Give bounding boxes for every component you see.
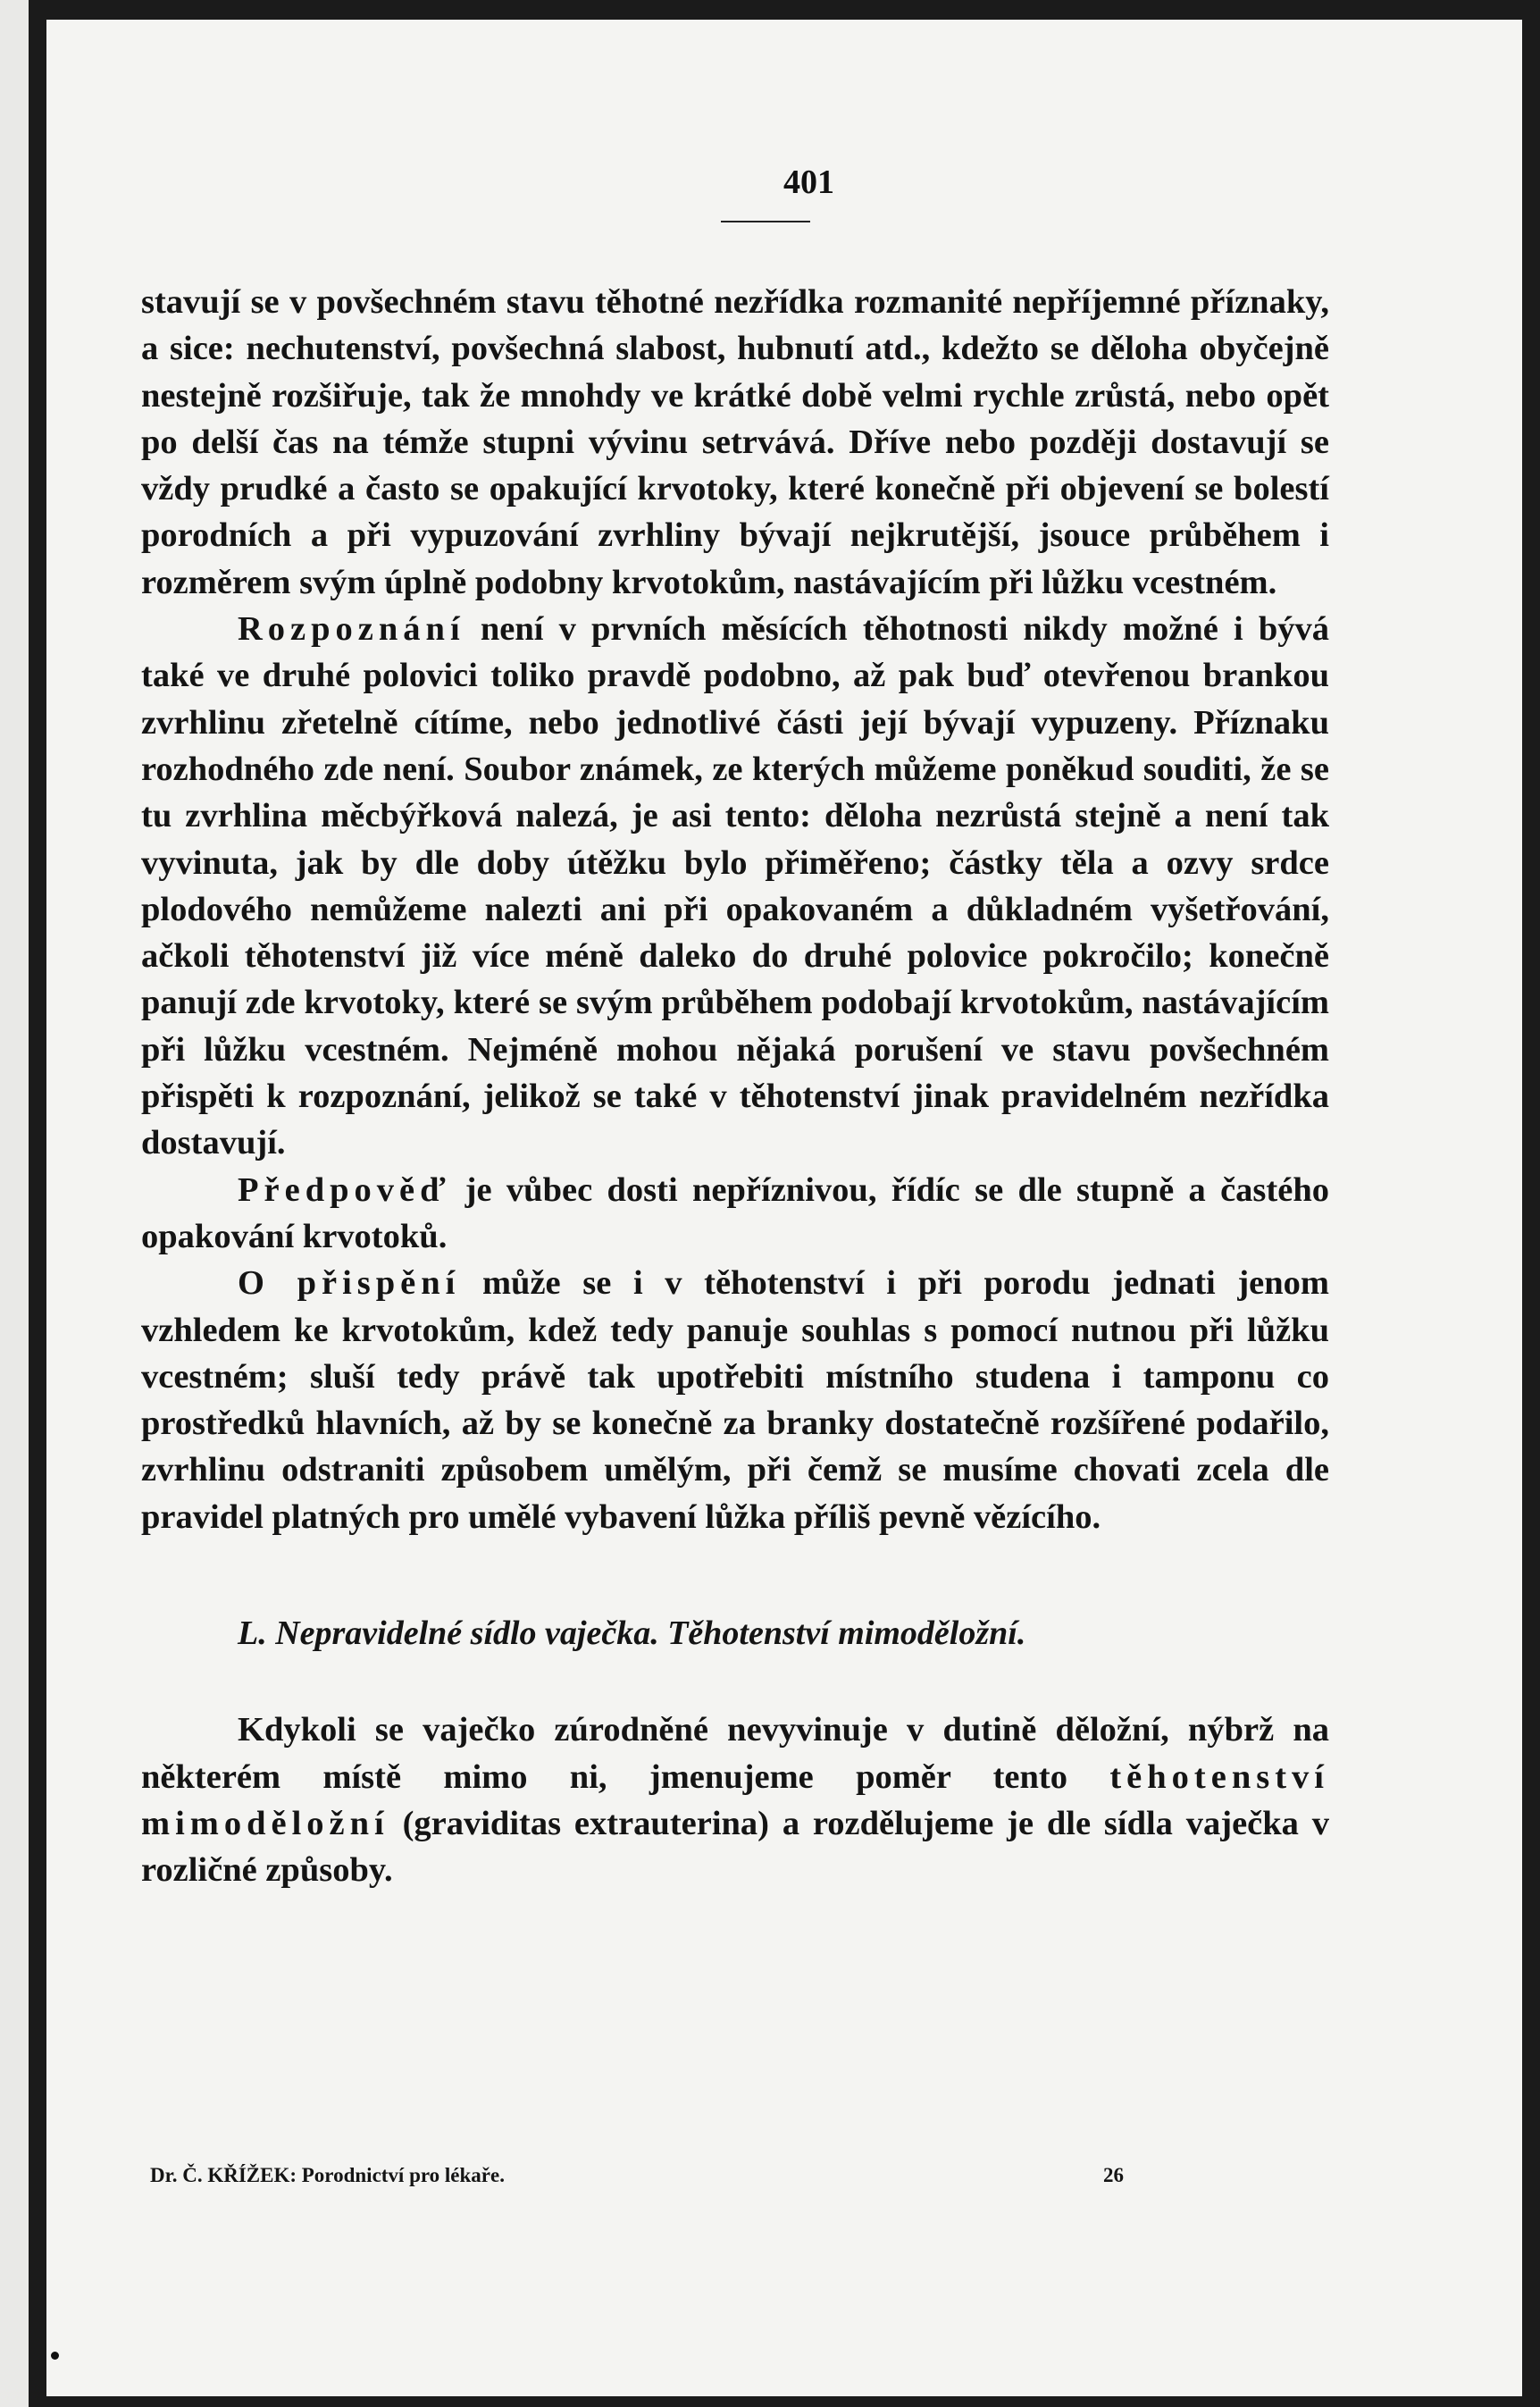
- page-number-underline: [721, 221, 810, 222]
- term-treatment: O přispění: [238, 1264, 461, 1303]
- term-diagnosis: Rozpoznání: [238, 610, 465, 649]
- page-number: 401: [783, 164, 834, 201]
- paragraph-prognosis: Předpověď je vůbec dosti nepříznivou, řídíc se dle stupně a častého opakování krvotoků.: [141, 1170, 1329, 1255]
- scan-dot: [51, 2352, 59, 2360]
- paragraph-1: stavují se v povšechném stavu těhotné nezřídka rozmanité nepříjemné příznaky, a sice: nechutenství, povšechná slabost, hubnutí atd., kdežto se děloha obyčejně nestejně rozšiřuje, tak že mnohdy ve krátké době velmi rychle zrůstá, nebo opět po delší čas na témže stupni vývinu setrvává. Dříve nebo později dostavují se vždy prudké a často se opakující krvotoky, které konečně při objevení se bolestí porodních a při vypuzování zvrhliny bývají nejkrutější, jsouce průběhem i rozměrem svým úplně podobny krvotokům, nastávajícím při lůžku vcestném.: [141, 283, 1329, 601]
- page-footer: [150, 2164, 1124, 2187]
- term-prognosis: Předpověď: [238, 1170, 451, 1209]
- footer-signature: 26: [1103, 2164, 1124, 2186]
- section-heading: L. Nepravidelné sídlo vaječka. Těhotenství mimoděložní.: [238, 1614, 1026, 1653]
- footer-author: Dr. Č. KŘÍŽEK: Porodnictví pro lékaře.: [150, 2164, 505, 2186]
- paragraph-diagnosis: Rozpoznání není v prvních měsících těhotnosti nikdy možné i bývá také ve druhé polovici toliko pravdě podobno, až pak buď otevřenou brankou zvrhlinu zřetelně cítíme, nebo jednotlivé části její bývají vypuzeny. Příznaku rozhodného zde není. Soubor známek, ze kterých můžeme poněkud souditi, že se tu zvrhlina měcbýřková nalezá, je asi tento: děloha nezrůstá stejně a není tak vyvinuta, jak by dle doby útěžku bylo přiměřeno; částky těla a ozvy srdce plodového nemůžeme nalezti ani při opakovaném a důkladném vyšetřování, ačkoli těhotenství již více méně daleko do druhé polovice pokročilo; konečně panují zde krvotoky, které se svým průběhem podobají krvotokům, nastávajícím při lůžku vcestném. Nejméně mohou nějaká porušení ve stavu povšechném přispěti k rozpoznání, jelikož se také v těhotenství jinak pravidelném nezřídka dostavují.: [141, 610, 1329, 1162]
- term-ectopic-pregnancy: těhotenství mimoděložní: [141, 1757, 1329, 1842]
- paragraph-final: Kdykoli se vaječko zúrodněné nevyvinuje v dutině děložní, nýbrž na některém místě mimo ni, jmenujeme poměr tento těhotenství mimoděložní (graviditas extrauterina) a rozdělujeme je dle sídla vaječka v rozličné způsoby.: [141, 1711, 1329, 1890]
- page-edge: [0, 0, 29, 2407]
- paragraph-treatment: O přispění může se i v těhotenství i při porodu jednati jenom vzhledem ke krvotokům, kdež tedy panuje souhlas s pomocí nutnou při lůžku vcestném; sluší tedy právě tak upotřebiti místního studena i tamponu co prostředků hlavních, až by se konečně za branky dostatečně rozšířené podařilo, zvrhlinu odstraniti způsobem umělým, při čemž se musíme chovati zcela dle pravidel platných pro umělé vybavení lůžka příliš pevně vězícího.: [141, 1264, 1330, 1536]
- body-text: [141, 279, 1329, 1894]
- book-page: [46, 20, 1522, 2396]
